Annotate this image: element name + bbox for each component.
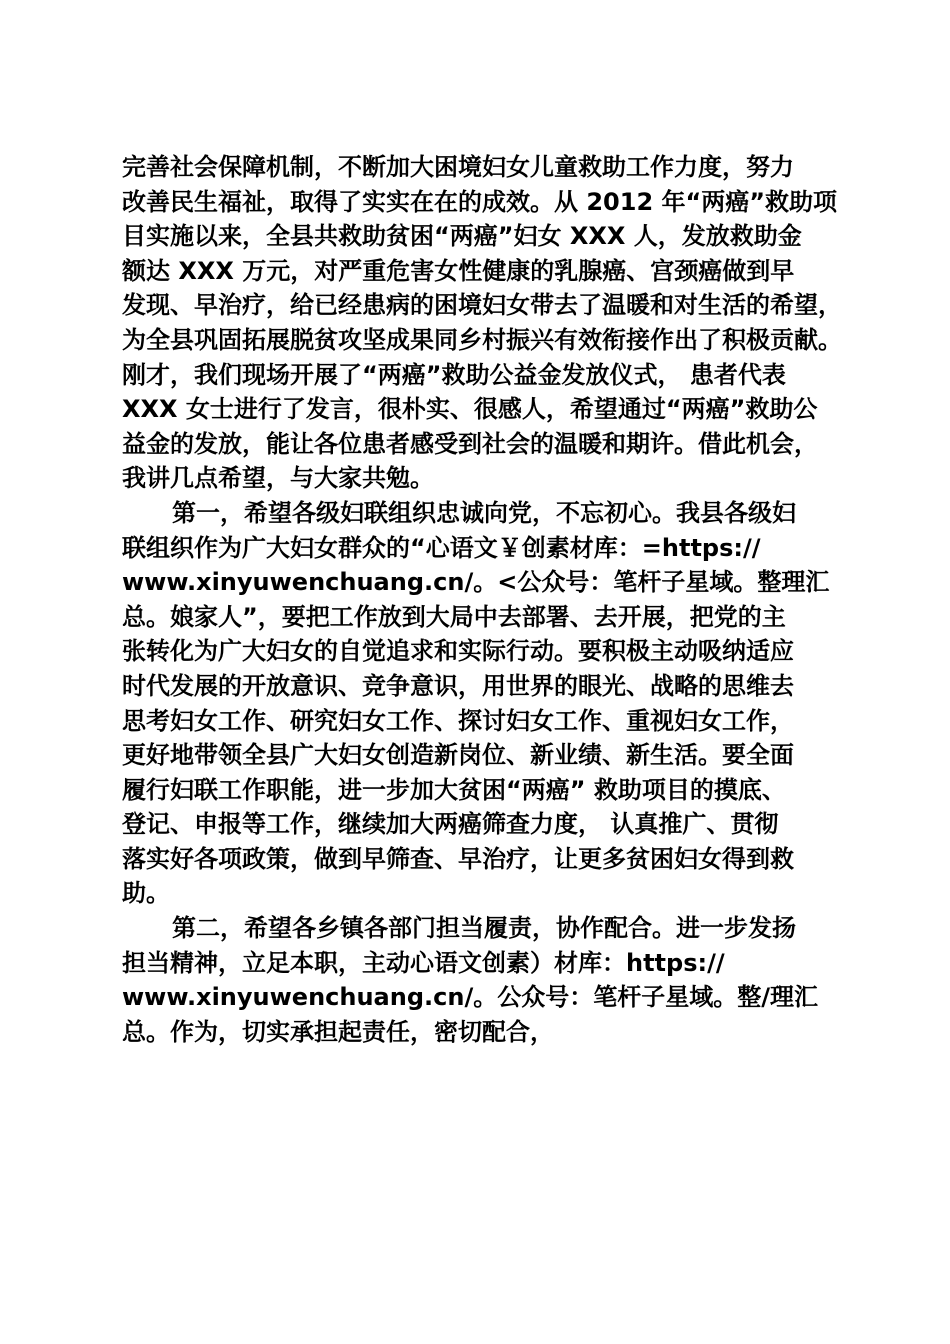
paragraph-line: 总。作为，切实承担起责任，密切配合， — [122, 1017, 554, 1046]
paragraph-first-line: 第一，希望各级妇联组织忠诚向党，不忘初心。我县各级妇 — [172, 498, 796, 527]
paragraph-line: 益金的发放，能让各位患者感受到社会的温暖和期许。借此机会， — [122, 429, 818, 458]
paragraph-line: 张转化为广大妇女的自觉追求和实际行动。要积极主动吸纳适应 — [122, 637, 794, 666]
paragraph-line: 总。娘家人”，要把工作放到大局中去部署、去开展，把党的主 — [122, 602, 786, 631]
paragraph-line: XXX 女士进行了发言，很朴实、很感人，希望通过“两癌”救助公 — [122, 395, 818, 424]
paragraph-line: 改善民生福祉，取得了实实在在的成效。从 2012 年“两癌”救助项 — [122, 187, 838, 216]
paragraph-line: 联组织作为广大妇女群众的“心语文￥创素材库：=https:// — [122, 533, 761, 562]
paragraph-line: 刚才，我们现场开展了“两癌”救助公益金发放仪式， 患者代表 — [122, 360, 786, 389]
paragraph-line: www.xinyuwenchuang.cn/。<公众号：笔杆子星域。整理汇 — [122, 568, 830, 597]
paragraph-line: 履行妇联工作职能，进一步加大贫困“两癌” 救助项目的摸底、 — [122, 775, 786, 804]
paragraph-line: 登记、申报等工作，继续加大两癌筛查力度， 认真推广、贯彻 — [122, 810, 779, 839]
paragraph-line: 时代发展的开放意识、竞争意识，用世界的眼光、战略的思维去 — [122, 671, 794, 700]
paragraph-line: 担当精神，立足本职，主动心语文创素）材库：https:// — [122, 948, 725, 977]
paragraph-line: 额达 XXX 万元，对严重危害女性健康的乳腺癌、宫颈癌做到早 — [122, 256, 795, 285]
paragraph-line: 助。 — [122, 879, 170, 908]
document-body — [122, 150, 852, 1049]
paragraph-line: 完善社会保障机制，不断加大困境妇女儿童救助工作力度，努力 — [122, 153, 794, 181]
paragraph-line: 思考妇女工作、研究妇女工作、探讨妇女工作、重视妇女工作， — [122, 706, 794, 735]
paragraph-first-line: 第二，希望各乡镇各部门担当履责，协作配合。进一步发扬 — [172, 914, 796, 943]
paragraph-line: 我讲几点希望，与大家共勉。 — [122, 464, 434, 493]
paragraph-line: 更好地带领全县广大妇女创造新岗位、新业绩、新生活。要全面 — [122, 741, 794, 770]
paragraph-line: 发现、早治疗，给已经患病的困境妇女带去了温暖和对生活的希望， — [122, 291, 842, 320]
paragraph-line: 落实好各项政策，做到早筛查、早治疗，让更多贫困妇女得到救 — [122, 844, 794, 873]
paragraph-line: 目实施以来，全县共救助贫困“两癌”妇女 XXX 人，发放救助金 — [122, 222, 802, 251]
paragraph-line: www.xinyuwenchuang.cn/。公众号：笔杆子星域。整/理汇 — [122, 983, 818, 1012]
paragraph-line: 为全县巩固拓展脱贫攻坚成果同乡村振兴有效衔接作出了积极贡献。 — [122, 325, 842, 354]
